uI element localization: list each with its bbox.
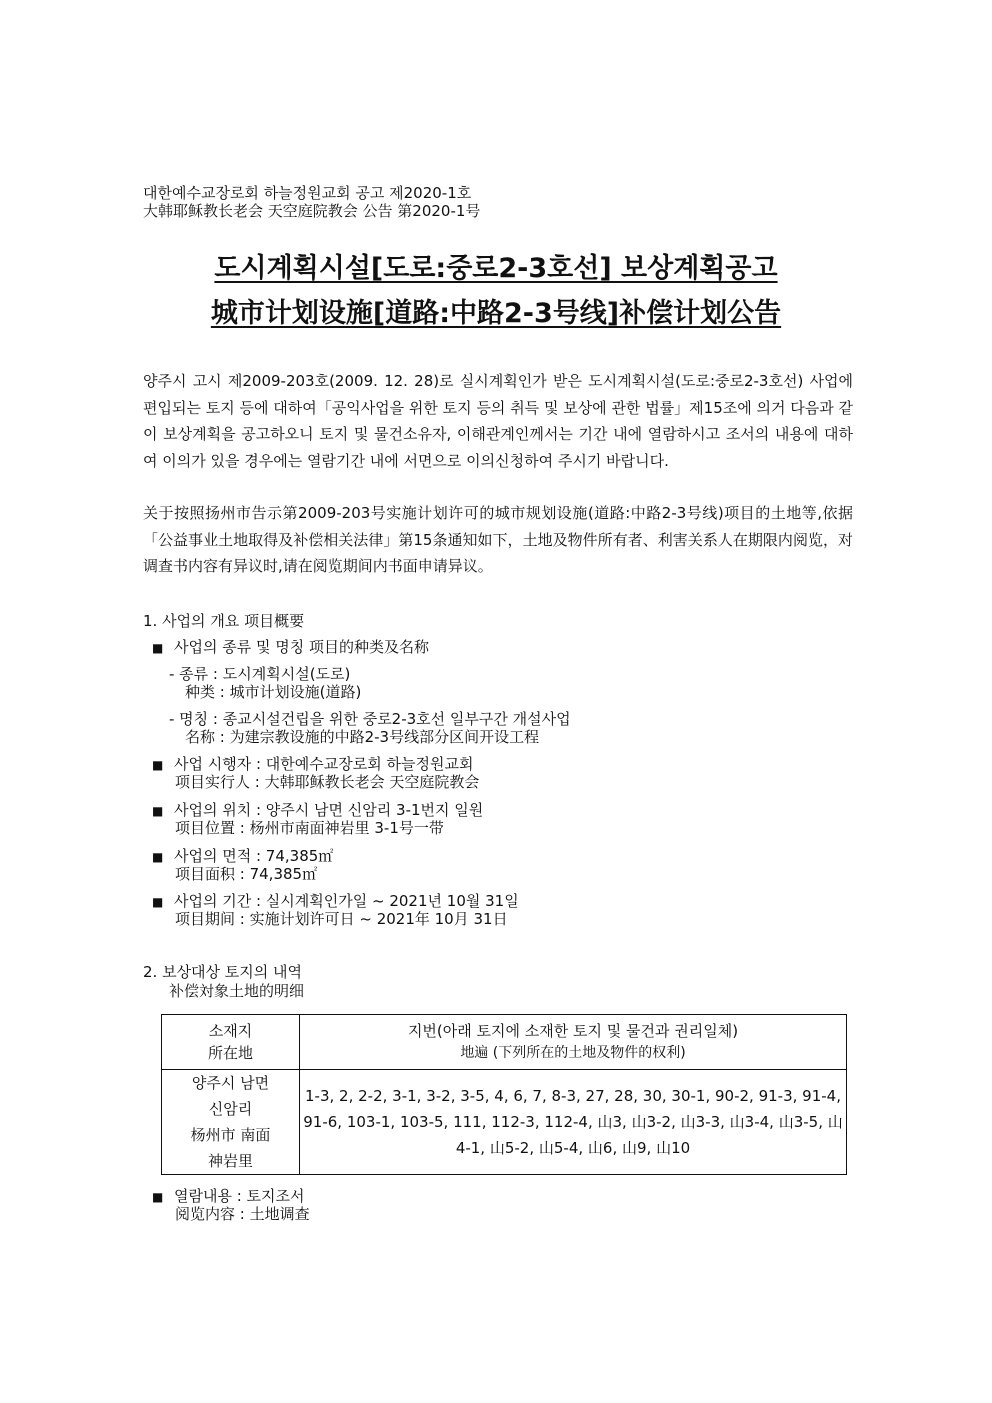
bullet-icon: ■ bbox=[152, 641, 164, 655]
location-line: 양주시 남면 bbox=[191, 1074, 270, 1092]
title-ko-text: 도시계획시설[도로:중로2-3호선] 보상계획공고 bbox=[214, 253, 778, 284]
location-line: 신암리 bbox=[208, 1100, 253, 1118]
location-row bbox=[152, 801, 483, 820]
parcel-header-ko: 지번(아래 토지에 소재한 토지 및 물건과 권리일체) bbox=[407, 1022, 739, 1040]
location-line: 神岩里 bbox=[207, 1152, 253, 1170]
section2-heading: 2. 보상대상 토지의 내역 bbox=[143, 963, 303, 981]
bullet-icon: ■ bbox=[152, 1190, 164, 1204]
name-ko: - 명칭 : 종교시설건립을 위한 중로2-3호선 일부구간 개설사업 bbox=[169, 710, 571, 728]
location-header-cell bbox=[162, 1015, 300, 1070]
intro-ko: 양주시 고시 제2009-203호(2009. 12. 28)로 실시계획인가 받은 도시계획시설(도로:중로2-3호선) 사업에 편입되는 토지 등에 대하여「공익사업을 위한 토지 등의 취득 및 보상에 관한 법률」제15조에 의거 다음과 같이 보상계획을 공고하오니 토지 및 물건소유자, 이해관계인께서는 기간 내에 열람하시고 조서의 내용에 대하여 이의가 있을 경우에는 열람기간 내에 서면으로 이의신청하여 주시기 바랍니다. bbox=[143, 372, 853, 470]
kind-heading: 사업의 종류 및 명칭 项目的种类及名称 bbox=[174, 638, 429, 656]
intro-zh: 关于按照扬州市告示第2009-203号实施计划许可的城市规划设施(道路:中路2-3号线)项目的土地等,依据「公益事业土地取得及补偿相关法律」第15条通知如下，土地及物件所有者、利害关系人在期限内阅览，对调查书内容有异议时,请在阅览期间内书面申请异议。 bbox=[143, 504, 853, 575]
operator-row bbox=[152, 755, 473, 774]
period-ko: 사업의 기간 : 실시계획인가일 ~ 2021년 10월 31일 bbox=[174, 892, 519, 910]
area-zh: 项目面积 : 74,385㎡ bbox=[175, 865, 318, 883]
period-row bbox=[152, 892, 519, 911]
land-table bbox=[161, 1014, 847, 1175]
bullet-icon: ■ bbox=[152, 758, 164, 772]
area-ko: 사업의 면적 : 74,385㎡ bbox=[174, 847, 334, 865]
operator-zh: 项目实行人 : 大韩耶稣教长老会 天空庭院教会 bbox=[175, 773, 480, 791]
viewing-ko: 열람내용 : 토지조서 bbox=[174, 1187, 305, 1205]
location-ko: 사업의 위치 : 양주시 남면 신암리 3-1번지 일원 bbox=[174, 801, 484, 819]
viewing-zh: 阅览内容 : 土地调查 bbox=[175, 1205, 310, 1223]
bullet-icon: ■ bbox=[152, 895, 164, 909]
kind-heading-row bbox=[152, 638, 429, 657]
location-zh: 项目位置 : 杨州市南面神岩里 3-1号一带 bbox=[175, 819, 444, 837]
location-cell bbox=[162, 1070, 300, 1175]
viewing-row bbox=[152, 1187, 305, 1206]
bullet-icon: ■ bbox=[152, 850, 164, 864]
kind-zh: 种类 : 城市计划设施(道路) bbox=[185, 683, 362, 701]
name-zh: 名称 : 为建宗教设施的中路2-3号线部分区间开设工程 bbox=[185, 728, 540, 746]
table-row bbox=[162, 1070, 847, 1175]
title-zh bbox=[0, 295, 992, 333]
location-line: 杨州市 南面 bbox=[190, 1126, 271, 1144]
parcel-header-cell bbox=[300, 1015, 847, 1070]
notice-number-ko: 대한예수교장로회 하늘정원교회 공고 제2020-1호 bbox=[143, 184, 472, 202]
section2-subheading: 补偿対象土地的明细 bbox=[169, 982, 305, 1000]
bullet-icon: ■ bbox=[152, 804, 164, 818]
operator-ko: 사업 시행자 : 대한예수교장로회 하늘정원교회 bbox=[174, 755, 474, 773]
area-row bbox=[152, 847, 333, 866]
section1-heading: 1. 사업의 개요 项目概要 bbox=[143, 612, 305, 630]
title-zh-text: 城市计划设施[道路:中路2-3号线]补偿计划公告 bbox=[210, 298, 782, 329]
parcel-header-zh: 地遍 (下列所在的土地及物件的权利) bbox=[460, 1045, 686, 1061]
period-zh: 项目期间 : 实施计划许可日 ~ 2021年 10月 31日 bbox=[175, 910, 508, 928]
table-header-row bbox=[162, 1015, 847, 1070]
title-ko bbox=[0, 250, 992, 288]
parcel-list-cell: 1-3, 2, 2-2, 3-1, 3-2, 3-5, 4, 6, 7, 8-3, 27, 28, 30, 30-1, 90-2, 91-3, 91-4, 91-6, 103-1, 103-5, 111, 112-3, 112-4, 山3, 山3-2, 山3-3, 山3-4, 山3-5, 山4-1, 山5-2, 山5-4, 山6, 山9, 山10 bbox=[300, 1070, 847, 1175]
kind-ko: - 종류 : 도시계획시설(도로) bbox=[169, 665, 351, 683]
location-header-ko: 소재지 bbox=[208, 1022, 253, 1040]
notice-number-zh: 大韩耶稣教长老会 天空庭院教会 公告 第2020-1号 bbox=[143, 202, 481, 220]
location-header-zh: 所在地 bbox=[207, 1044, 253, 1062]
